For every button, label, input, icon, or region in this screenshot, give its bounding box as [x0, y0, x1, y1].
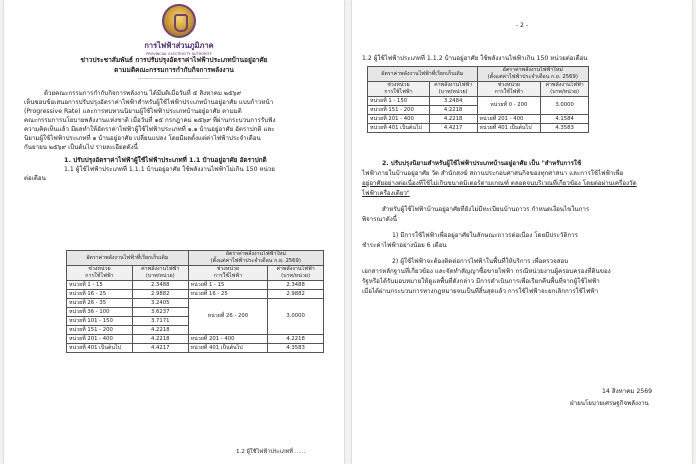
- old-rate-header: อัตราค่าพลังงานไฟฟ้าที่เรียกเก็บเดิม: [368, 67, 478, 82]
- intro-paragraph-line: เห็นชอบข้อเสนอการปรับปรุงอัตราค่าไฟฟ้าสำหรับผู้ใช้ไฟฟ้าประเภทบ้านอยู่อาศัย แบบก้าวหน้า: [24, 99, 274, 106]
- condition-2-line: เอกสารหลักฐานที่เกี่ยวข้อง และจัดทำสัญญาซื้อขายไฟฟ้า กรณีหน่วยงานผู้ครอบครองที่ดินของ: [362, 268, 611, 275]
- table-row: หน่วยที่ 16 - 25 2.9882 หน่วยที่ 16 - 25 2.9882: [67, 290, 324, 299]
- col-energy-rate: ค่าพลังงานไฟฟ้า (บาท/หน่วย): [429, 82, 477, 97]
- section-1-title: 1. ปรับปรุงอัตราค่าไฟฟ้าผู้ใช้ไฟฟ้าประเภทที่ 1.1 บ้านอยู่อาศัย อัตราปกติ: [64, 156, 267, 164]
- table-row: หน่วยที่ 151 - 200 4.2218: [368, 106, 589, 115]
- table-row: หน่วยที่ 201 - 400 4.2218 หน่วยที่ 201 - 400 4.1584: [368, 115, 589, 124]
- issuing-department: ฝ่ายนโยบายเศรษฐกิจพลังงาน: [570, 400, 649, 407]
- pea-emblem-icon: [162, 4, 196, 38]
- condition-1-line: ชำระค่าไฟฟ้าอย่างน้อย 6 เดือน: [362, 242, 447, 249]
- document-page-2: [352, 0, 692, 464]
- col-unit-range: ช่วงหน่วย การใช้ไฟฟ้า: [67, 266, 133, 281]
- logo-text-en: PROVINCIAL ELECTRICITY AUTHORITY: [146, 52, 212, 56]
- col-energy-rate: ค่าพลังงานไฟฟ้า (บาท/หน่วย): [268, 266, 324, 281]
- old-rate-header: อัตราค่าพลังงานไฟฟ้าที่เรียกเก็บเดิม: [67, 251, 189, 266]
- col-unit-range: ช่วงหน่วย การใช้ไฟฟ้า: [188, 266, 268, 281]
- col-energy-rate: ค่าพลังงานไฟฟ้า (บาท/หน่วย): [132, 266, 188, 281]
- news-title-line-1: ข่าวประชาสัมพันธ์ การปรับปรุงอัตราค่าไฟฟ้าประเภทบ้านอยู่อาศัย: [80, 56, 268, 64]
- section-2-line: ไฟฟ้าภายในบ้านอยู่อาศัย วัด สำนักสงฆ์ สถานประกอบศาสนกิจของทุกศาสนา และการใช้ไฟฟ้าเพื่อ: [362, 170, 624, 177]
- intro-paragraph-line: คณะกรรมการนโยบายพลังงานแห่งชาติ เมื่อวันที่ ๑๕ กรกฎาคม ๒๕๖๙ ที่ผ่านกระบวนการรับฟัง: [24, 117, 276, 124]
- table-row: หน่วยที่ 401 เป็นต้นไป 4.4217 หน่วยที่ 401 เป็นต้นไป 4.3583: [67, 344, 324, 353]
- section-1-1-text: 1.1 ผู้ใช้ไฟฟ้าประเภทที่ 1.1.1 บ้านอยู่อาศัย ใช้พลังงานไฟฟ้าไม่เกิน 150 หน่วย: [64, 166, 275, 173]
- document-page-1: [4, 0, 344, 464]
- intro-paragraph-line: ความคิดเห็นแล้ว มีผลทำให้อัตราค่าไฟฟ้าผู้ใช้ไฟฟ้าประเภทที่ ๑.๑ บ้านอยู่อาศัย อัตราปกติ และ: [24, 126, 275, 133]
- title-divider: ----------------------------------------: [137, 76, 211, 82]
- section-1-1-text-cont: ต่อเดือน: [24, 175, 46, 182]
- page-footer-continuation: 1.2 ผู้ใช้ไฟฟ้าประเภทที่ ......: [236, 449, 306, 455]
- condition-2-line: รัฐหรือได้รับมอบหมายให้ดูแลพื้นที่ดังกล่าว มีการดำเนินการเพื่อเรียกคืนพื้นที่จากผู้ใช้ไฟฟ้า: [362, 278, 600, 285]
- section-2-line: อยู่อาศัยอย่างต่อเนื่องที่ใช้ไม่เกินขนาดมิเตอร์ตามเกณฑ์ ตลอดจนบริเวณที่เกี่ยวข้อง โดยต่อผ่านเครื่องวัด: [362, 180, 637, 187]
- news-title-line-2: ตามมติคณะกรรมการกำกับกิจการพลังงาน: [114, 66, 234, 74]
- section-2-line: 2. ปรับปรุงนิยามสำหรับผู้ใช้ไฟฟ้าประเภทบ้านอยู่อาศัย เป็น "สำหรับการใช้: [382, 160, 582, 167]
- table-row: หน่วยที่ 36 - 100 3.6237: [67, 308, 324, 317]
- condition-intro-line: สำหรับผู้ใช้ไฟฟ้าบ้านอยู่อาศัยที่ยังไม่มีทะเบียนบ้านถาวร กำหนดเงื่อนไขในการ: [382, 206, 590, 213]
- col-unit-range: ช่วงหน่วย การใช้ไฟฟ้า: [368, 82, 430, 97]
- new-rate-header: อัตราค่าพลังงานไฟฟ้าใหม่ (ตั้งแต่ค่าไฟฟ้าประจำเดือน ก.ย. 2569): [477, 67, 588, 82]
- table-row: หน่วยที่ 401 เป็นต้นไป 4.4217 หน่วยที่ 401 เป็นต้นไป 4.3583: [368, 124, 589, 133]
- table-row: หน่วยที่ 1 - 15 2.3488 หน่วยที่ 1 - 15 2.3488: [67, 281, 324, 290]
- intro-paragraph-line: ด้วยคณะกรรมการกำกับกิจการพลังงาน ได้มีมติเมื่อวันที่ ๕ สิงหาคม ๒๕๖๙: [44, 90, 242, 97]
- table-row: หน่วยที่ 1 - 150 3.2484 หน่วยที่ 0 - 200 3.0000: [368, 97, 589, 106]
- rate-table-1: [66, 250, 324, 353]
- logo-text-th: การไฟฟ้าส่วนภูมิภาค: [144, 41, 214, 50]
- table-row: หน่วยที่ 151 - 200 4.2218: [67, 326, 324, 335]
- new-rate-header: อัตราค่าพลังงานไฟฟ้าใหม่ (ตั้งแต่ค่าไฟฟ้าประจำเดือน ก.ย. 2569): [188, 251, 323, 266]
- col-energy-rate: ค่าพลังงานไฟฟ้า (บาท/หน่วย): [541, 82, 589, 97]
- rate-table-2: [367, 66, 589, 133]
- col-unit-range: ช่วงหน่วย การใช้ไฟฟ้า: [477, 82, 541, 97]
- condition-1-line: 1) มีการใช้ไฟฟ้าเพื่ออยู่อาศัยในลักษณะถาวรต่อเนื่อง โดยมีประวัติการ: [392, 232, 578, 239]
- condition-2-line: เมื่อได้ผ่านกระบวนการทางกฎหมายจนเป็นที่สิ้นสุดแล้ว การใช้ไฟฟ้าจะยกเลิกการใช้ไฟฟ้า: [362, 288, 599, 295]
- table-row: หน่วยที่ 26 - 35 3.2405 หน่วยที่ 26 - 200 3.0000: [67, 299, 324, 308]
- issue-date: 14 สิงหาคม 2569: [602, 388, 653, 395]
- intro-paragraph-line: นิยามผู้ใช้ไฟฟ้าประเภทที่ ๑ บ้านอยู่อาศัย เปลี่ยนแปลง โดยมีผลตั้งแต่ค่าไฟฟ้าประจำเดือน: [24, 135, 261, 142]
- intro-paragraph-line: (Progressive Rate) และการทบทวนนิยามผู้ใช้ไฟฟ้าประเภทบ้านอยู่อาศัย ตามมติ: [24, 108, 242, 115]
- section-2-line: ไฟฟ้าเครื่องเดียว": [362, 190, 410, 197]
- table-row: หน่วยที่ 201 - 400 4.2218 หน่วยที่ 201 - 400 4.2218: [67, 335, 324, 344]
- pea-logo: [144, 4, 214, 56]
- table-row: หน่วยที่ 101 - 150 3.7171: [67, 317, 324, 326]
- page-number: - 2 -: [515, 22, 529, 29]
- condition-2-line: 2) ผู้ใช้ไฟฟ้าจะต้องติดต่อการไฟฟ้าในพื้นที่ให้บริการ เพื่อตรวจสอบ: [392, 258, 569, 265]
- section-1-2-text: 1.2 ผู้ใช้ไฟฟ้าประเภทที่ 1.1.2 บ้านอยู่อาศัย ใช้พลังงานไฟฟ้าเกิน 150 หน่วยต่อเดือน: [362, 55, 588, 62]
- condition-intro-line: พิจารณาดังนี้: [362, 216, 397, 223]
- intro-paragraph-line: กันยายน ๒๕๖๙ เป็นต้นไป รายละเอียดดังนี้: [24, 144, 138, 151]
